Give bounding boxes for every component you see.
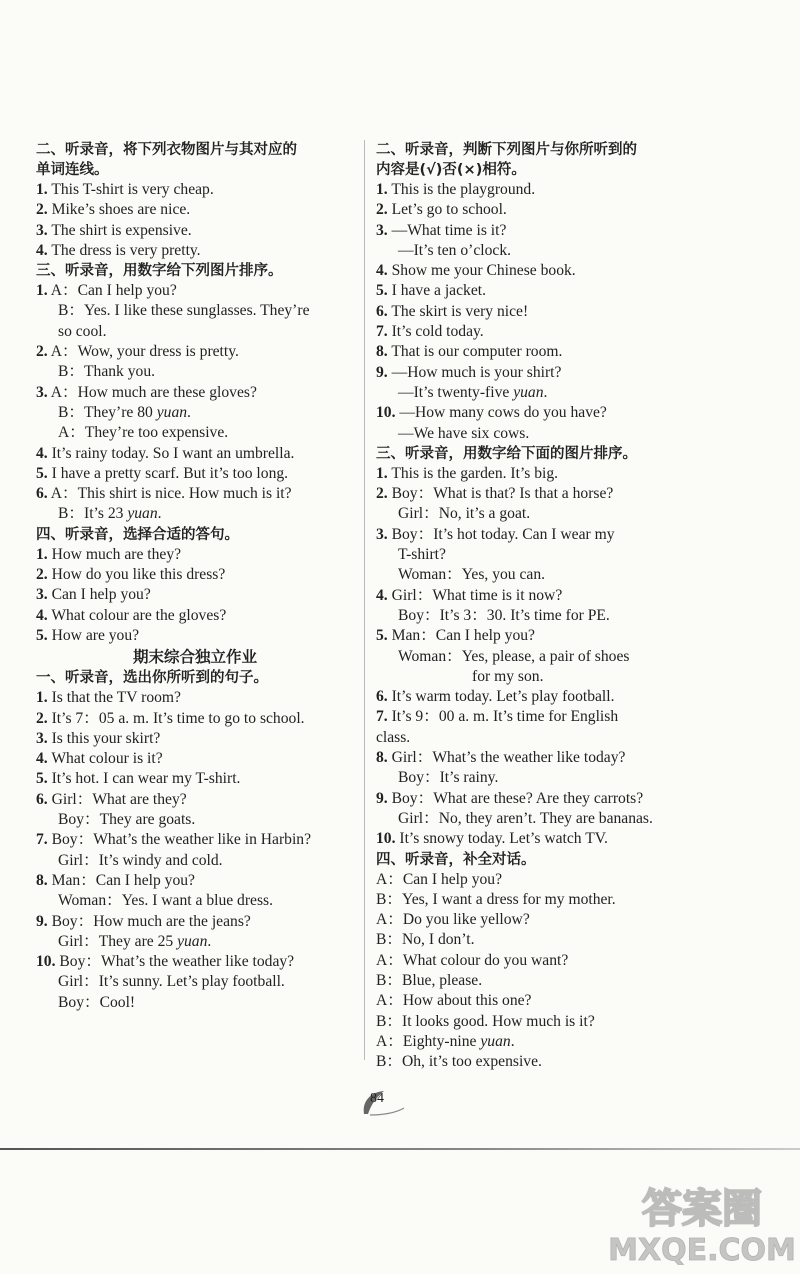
text-line <box>376 1032 698 1052</box>
item-text: Woman：Yes, please, a pair of shoes <box>398 647 630 665</box>
text-line <box>376 991 698 1011</box>
text-line <box>376 768 698 788</box>
question-item <box>376 484 698 504</box>
item-number: 3. <box>376 525 388 543</box>
item-number: 2. <box>376 201 388 219</box>
item-text: class. <box>376 728 411 746</box>
text-line <box>36 362 354 382</box>
item-number: 4. <box>36 750 48 768</box>
section-title: 期末综合独立作业 <box>132 648 257 667</box>
question-item <box>376 525 698 545</box>
punctuation: . <box>157 505 162 523</box>
item-text: Boy：What is that? Is that a horse? <box>391 485 614 503</box>
currency-word: yuan <box>513 383 544 401</box>
question-item <box>36 281 354 301</box>
question-item <box>376 363 698 383</box>
item-text: This is the garden. It’s big. <box>391 464 559 482</box>
item-text: Girl：No, it’s a goat. <box>398 505 531 523</box>
text-line <box>36 504 354 524</box>
item-text: Is this your skirt? <box>51 729 161 747</box>
text-line <box>376 647 698 667</box>
question-item <box>376 180 698 200</box>
page-number-label: 84 <box>370 1091 384 1106</box>
item-text: Boy：Cool! <box>58 993 136 1011</box>
text-line <box>376 424 698 444</box>
question-item <box>376 748 698 768</box>
item-text: What colour are the gloves? <box>51 606 227 624</box>
item-text: It’s 9：00 a. m. It’s time for English <box>391 708 619 726</box>
item-number: 3. <box>36 383 48 401</box>
question-item <box>376 687 698 707</box>
text-line <box>376 545 698 565</box>
item-text: Girl：No, they aren’t. They are bananas. <box>398 809 653 827</box>
question-item <box>36 383 354 403</box>
leaf-ornament-icon <box>360 1088 410 1118</box>
item-text: This T-shirt is very cheap. <box>51 181 214 198</box>
text-line <box>376 728 698 748</box>
section-heading: 单词连线。 <box>36 162 109 178</box>
item-number: 6. <box>376 302 388 320</box>
question-item <box>36 444 354 464</box>
item-number: 9. <box>376 789 388 807</box>
item-text: B：Yes, I want a dress for my mother. <box>376 890 616 908</box>
item-text: How much are they? <box>51 545 182 563</box>
item-text: I have a jacket. <box>391 282 486 300</box>
question-item <box>36 912 354 932</box>
question-item <box>36 241 354 261</box>
item-text: How are you? <box>51 626 140 644</box>
currency-word: yuan <box>480 1032 511 1050</box>
text-line <box>376 504 698 524</box>
text-line <box>376 809 698 829</box>
section-heading: 三、听录音，用数字给下面的图片排序。 <box>376 445 637 462</box>
item-text: A：What colour do you want? <box>376 951 569 969</box>
text-line <box>36 301 354 321</box>
text-line <box>376 383 698 403</box>
section-heading: 四、听录音，选择合适的答句。 <box>36 526 239 543</box>
item-number: 10. <box>376 404 396 422</box>
text-line <box>36 322 354 342</box>
item-text: The shirt is expensive. <box>51 221 192 239</box>
item-text: That is our computer room. <box>391 343 563 361</box>
question-item <box>36 200 354 220</box>
item-text: A：How much are these gloves? <box>50 383 257 401</box>
item-number: 2. <box>36 709 48 727</box>
item-number: 1. <box>36 181 48 198</box>
item-text: Woman：Yes, you can. <box>398 566 546 584</box>
item-number: 5. <box>376 627 388 645</box>
text-line <box>36 932 354 952</box>
item-text: A：Eighty-nine <box>376 1032 481 1050</box>
question-item <box>376 829 698 849</box>
item-text: Girl：It’s windy and cold. <box>58 851 223 869</box>
page-number <box>360 1088 410 1118</box>
item-text: —How many cows do you have? <box>399 404 607 422</box>
question-item <box>36 484 354 504</box>
column-divider <box>364 140 365 1060</box>
left-column <box>36 140 354 1013</box>
text-line <box>376 870 698 890</box>
item-text: B：No, I don’t. <box>376 931 475 949</box>
punctuation: . <box>510 1032 515 1050</box>
item-text: Girl：It’s sunny. Let’s play football. <box>58 973 285 991</box>
item-text: Boy：How much are the jeans? <box>51 912 251 930</box>
item-text: Boy：What’s the weather like today? <box>59 953 295 971</box>
question-item <box>36 585 354 605</box>
text-line <box>376 1012 698 1032</box>
item-number: 8. <box>376 749 388 767</box>
question-item <box>36 464 354 484</box>
item-number: 1. <box>376 464 388 482</box>
item-number: 4. <box>36 606 48 624</box>
question-item <box>376 586 698 606</box>
item-number: 3. <box>36 729 48 747</box>
question-item <box>36 688 354 708</box>
item-text: This is the playground. <box>391 181 536 198</box>
question-item <box>36 180 354 200</box>
text-line <box>376 910 698 930</box>
item-text: Man：Can I help you? <box>51 871 195 889</box>
watermark-logo-icon <box>608 1178 796 1268</box>
item-number: 8. <box>36 871 48 889</box>
watermark-bottom-text: MXQE.COM <box>608 1233 796 1268</box>
item-number: 2. <box>36 566 48 584</box>
text-line <box>36 810 354 830</box>
item-number: 5. <box>36 626 48 644</box>
item-text: A：Can I help you? <box>376 870 503 888</box>
text-line <box>376 890 698 910</box>
item-text: Mike’s shoes are nice. <box>51 201 191 219</box>
item-number: 5. <box>36 770 48 788</box>
item-text: Boy：What’s the weather like in Harbin? <box>51 831 311 849</box>
item-number: 3. <box>36 586 48 604</box>
watermark-top-text: 答案圈 <box>642 1186 762 1232</box>
text-line <box>376 565 698 585</box>
item-text: It’s warm today. Let’s play football. <box>391 688 615 706</box>
item-text: Boy：It’s hot today. Can I wear my <box>391 525 615 543</box>
text-line <box>376 667 698 687</box>
question-item <box>36 952 354 972</box>
item-number: 9. <box>376 363 388 381</box>
item-text: The dress is very pretty. <box>51 241 201 259</box>
item-text: B：Thank you. <box>58 363 156 381</box>
text-line <box>376 951 698 971</box>
item-text: I have a pretty scarf. But it’s too long. <box>51 464 289 482</box>
text-line <box>36 993 354 1013</box>
question-item <box>36 221 354 241</box>
item-number: 1. <box>36 545 48 563</box>
item-number: 1. <box>36 689 48 707</box>
item-text: Girl：What’s the weather like today? <box>391 749 626 767</box>
item-text: A：Wow, your dress is pretty. <box>50 343 239 361</box>
item-text: It’s 7：05 a. m. It’s time to go to school. <box>51 709 305 727</box>
item-number: 9. <box>36 912 48 930</box>
question-item <box>376 342 698 362</box>
item-text: It’s cold today. <box>391 323 484 341</box>
item-number: 4. <box>36 444 48 462</box>
item-number: 6. <box>36 790 48 808</box>
punctuation: . <box>543 383 548 401</box>
question-item <box>36 871 354 891</box>
question-item <box>36 545 354 565</box>
item-number: 4. <box>376 586 388 604</box>
item-text: Boy：They are goats. <box>58 811 196 829</box>
item-text: Boy：It’s rainy. <box>398 769 499 787</box>
item-number: 2. <box>36 343 48 361</box>
item-text: B：Oh, it’s too expensive. <box>376 1053 542 1071</box>
item-text: T-shirt? <box>398 546 446 564</box>
item-text: Can I help you? <box>51 586 151 604</box>
item-text: Let’s go to school. <box>391 201 507 219</box>
question-item <box>376 302 698 322</box>
text-line <box>36 423 354 443</box>
question-item <box>376 403 698 423</box>
currency-word: yuan <box>127 505 158 523</box>
section-heading: 二、听录音，将下列衣物图片与其对应的 <box>36 142 297 158</box>
item-text: B：Blue, please. <box>376 971 483 989</box>
item-text: for my son. <box>472 667 544 685</box>
item-text: Girl：What time is it now? <box>391 586 563 604</box>
question-item <box>36 769 354 789</box>
item-text: It’s snowy today. Let’s watch TV. <box>399 830 608 848</box>
item-text: A：This shirt is nice. How much is it? <box>50 485 292 503</box>
currency-word: yuan <box>177 932 208 950</box>
question-item <box>376 221 698 241</box>
item-text: B：Yes. I like these sunglasses. They’re <box>58 302 310 320</box>
item-number: 7. <box>376 708 388 726</box>
question-item <box>36 790 354 810</box>
item-text: It’s rainy today. So I want an umbrella. <box>51 444 295 462</box>
item-number: 7. <box>36 831 48 849</box>
question-item <box>36 626 354 646</box>
item-number: 2. <box>376 485 388 503</box>
item-number: 3. <box>36 221 48 239</box>
question-item <box>376 261 698 281</box>
item-text: so cool. <box>58 322 107 340</box>
question-item <box>36 606 354 626</box>
right-column <box>376 140 698 1072</box>
watermark <box>608 1178 796 1268</box>
item-text: B：It’s 23 <box>58 505 128 523</box>
item-text: Boy：What are these? Are they carrots? <box>391 789 644 807</box>
section-heading: 四、听录音，补全对话。 <box>376 851 536 868</box>
item-number: 1. <box>376 181 388 198</box>
item-number: 10. <box>376 830 396 848</box>
item-number: 7. <box>376 323 388 341</box>
item-text: Woman：Yes. I want a blue dress. <box>58 892 274 910</box>
currency-word: yuan <box>156 403 188 421</box>
item-text: —It’s twenty-five <box>398 383 514 401</box>
item-number: 10. <box>36 953 56 971</box>
item-number: 2. <box>36 201 48 219</box>
text-line <box>376 606 698 626</box>
item-number: 3. <box>376 221 388 239</box>
question-item <box>376 281 698 301</box>
question-item <box>36 830 354 850</box>
item-text: —How much is your shirt? <box>391 363 562 381</box>
question-item <box>376 789 698 809</box>
item-number: 8. <box>376 343 388 361</box>
text-line <box>36 403 354 423</box>
question-item <box>376 464 698 484</box>
item-text: Girl：What are they? <box>51 790 187 808</box>
item-text: Girl：They are 25 <box>58 932 178 950</box>
item-text: What colour is it? <box>51 750 163 768</box>
question-item <box>36 565 354 585</box>
question-item <box>376 200 698 220</box>
text-line <box>376 930 698 950</box>
item-number: 5. <box>36 464 48 482</box>
text-line <box>36 972 354 992</box>
punctuation: . <box>207 932 212 950</box>
item-text: Man：Can I help you? <box>391 627 535 645</box>
item-text: —It’s ten o’clock. <box>398 241 512 259</box>
question-item <box>36 729 354 749</box>
item-text: Boy：It’s 3：30. It’s time for PE. <box>398 606 610 624</box>
item-text: A：Do you like yellow? <box>376 911 530 929</box>
text-line <box>376 241 698 261</box>
item-text: —What time is it? <box>391 221 507 239</box>
footer-rule <box>0 1148 800 1150</box>
question-item <box>36 749 354 769</box>
item-number: 6. <box>376 688 388 706</box>
section-heading: 一、听录音，选出你所听到的句子。 <box>36 670 268 687</box>
text-line <box>376 1052 698 1072</box>
item-number: 6. <box>36 485 48 503</box>
item-text: A：Can I help you? <box>50 282 177 300</box>
item-text: Show me your Chinese book. <box>391 262 576 280</box>
item-text: A：How about this one? <box>376 992 532 1010</box>
text-line <box>376 971 698 991</box>
section-heading: 二、听录音，判断下列图片与你所听到的 <box>376 142 637 158</box>
item-text: How do you like this dress? <box>51 566 226 584</box>
text-line <box>36 851 354 871</box>
item-text: B：They’re 80 <box>58 403 157 421</box>
item-text: A：They’re too expensive. <box>58 424 229 442</box>
item-text: B：It looks good. How much is it? <box>376 1012 595 1030</box>
item-text: It’s hot. I can wear my T-shirt. <box>51 770 241 788</box>
question-item <box>36 342 354 362</box>
section-heading: 三、听录音，用数字给下列图片排序。 <box>36 263 283 280</box>
item-number: 4. <box>36 241 48 259</box>
item-text: —We have six cows. <box>398 424 530 442</box>
question-item <box>376 707 698 727</box>
section-heading: 内容是(√)否(×)相符。 <box>376 162 526 178</box>
item-text: Is that the TV room? <box>51 689 181 707</box>
question-item <box>36 709 354 729</box>
item-number: 1. <box>36 282 48 300</box>
item-number: 5. <box>376 282 388 300</box>
question-item <box>376 322 698 342</box>
punctuation: . <box>187 403 191 421</box>
text-line <box>36 891 354 911</box>
item-text: The skirt is very nice! <box>391 302 529 320</box>
item-number: 4. <box>376 262 388 280</box>
question-item <box>376 626 698 646</box>
